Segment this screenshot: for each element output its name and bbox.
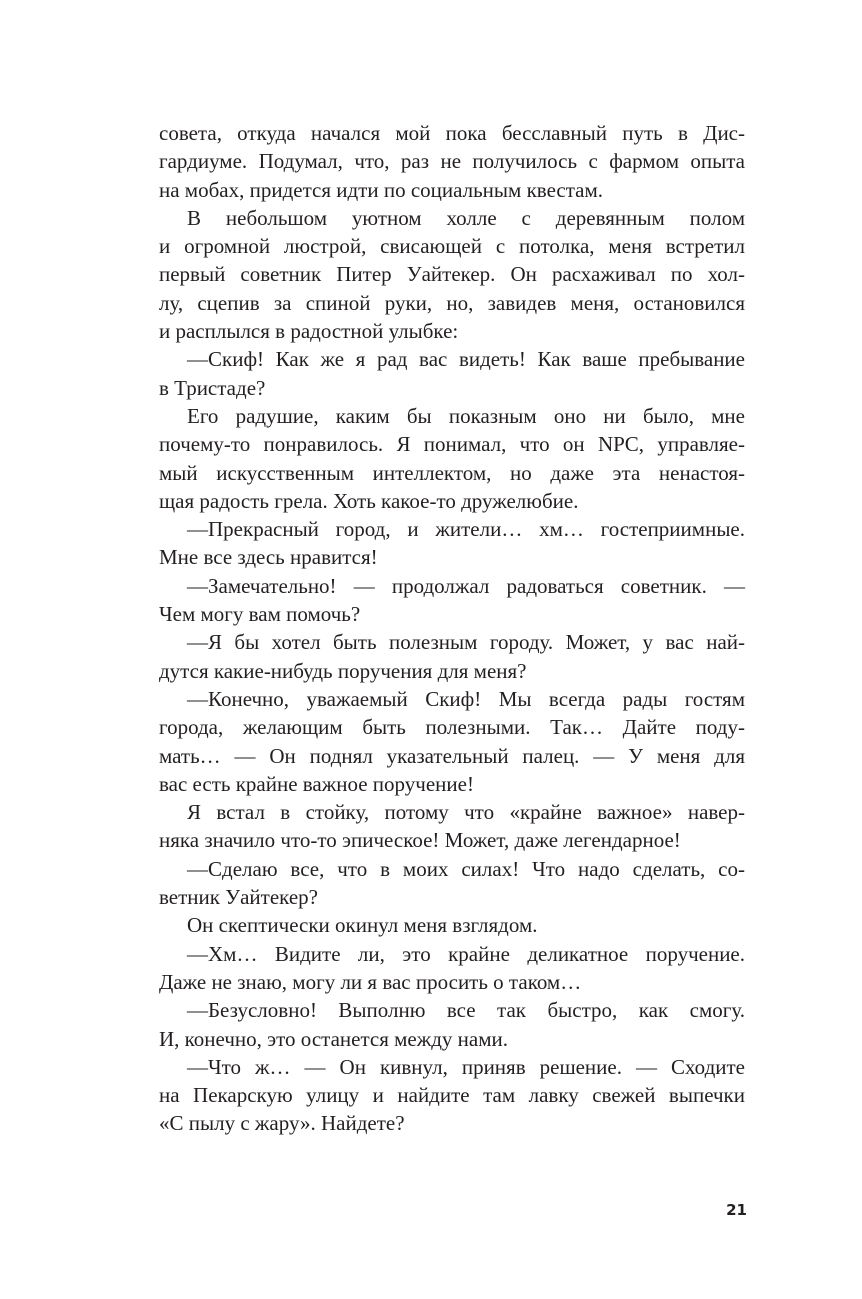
text-line: мать… — Он поднял указательный палец. — У меня для <box>159 743 745 768</box>
text-line: Мне все здесь нравится! <box>159 545 378 570</box>
paragraph <box>159 996 745 1053</box>
text-line: —Прекрасный город, и жители… хм… гостеприимные. <box>187 517 745 542</box>
text-line: Он скептически окинул меня взглядом. <box>187 913 538 938</box>
paragraph <box>159 204 745 345</box>
text-line: ветник Уайтекер? <box>159 885 318 910</box>
text-line: И, конечно, это останется между нами. <box>159 1026 509 1051</box>
paragraph <box>159 345 745 402</box>
text-line: В небольшом уютном холле с деревянным полом <box>187 205 745 230</box>
paragraph <box>159 855 745 912</box>
text-line: в Тристаде? <box>159 375 266 400</box>
paragraph <box>159 402 745 515</box>
text-line: Чем могу вам помочь? <box>159 602 361 627</box>
text-line: Его радушие, каким бы показным оно ни было, мне <box>187 403 745 428</box>
text-line: —Хм… Видите ли, это крайне деликатное поручение. <box>187 941 745 966</box>
paragraph <box>159 628 745 685</box>
text-line: —Скиф! Как же я рад вас видеть! Как ваше пребывание <box>187 347 745 372</box>
text-line: «С пылу с жару». Найдете? <box>159 1111 405 1136</box>
text-line: на Пекарскую улицу и найдите там лавку свежей выпечки <box>159 1083 745 1108</box>
text-line: —Сделаю все, что в моих силах! Что надо сделать, со- <box>187 856 745 881</box>
text-line: Даже не знаю, могу ли я вас просить о таком… <box>159 969 582 994</box>
text-line: няка значило что-то эпическое! Может, даже легендарное! <box>159 828 681 853</box>
paragraph <box>159 940 745 997</box>
paragraph <box>159 911 745 939</box>
text-line: дутся какие-нибудь поручения для меня? <box>159 658 527 683</box>
text-line: города, желающим быть полезными. Так… Дайте поду- <box>159 715 745 740</box>
paragraph <box>159 798 745 855</box>
text-line: лу, сцепив за спиной руки, но, завидев меня, остановился <box>159 290 745 315</box>
text-line: —Безусловно! Выполню все так быстро, как смогу. <box>187 998 745 1023</box>
paragraph <box>159 685 745 798</box>
page-number: 21 <box>726 1201 747 1219</box>
text-line: —Я бы хотел быть полезным городу. Может, у вас най- <box>187 630 745 655</box>
text-line: мый искусственным интеллектом, но даже эта ненастоя- <box>159 460 745 485</box>
text-line: вас есть крайне важное поручение! <box>159 771 474 796</box>
text-line: и огромной люстрой, свисающей с потолка, меня встретил <box>159 234 745 259</box>
text-line: гардиуме. Подумал, что, раз не получилось с фармом опыта <box>159 149 745 174</box>
paragraph <box>159 572 745 629</box>
text-line: —Замечательно! — продолжал радоваться советник. — <box>187 573 745 598</box>
text-line: почему-то понравилось. Я понимал, что он NPC, управляе- <box>159 432 745 457</box>
text-line: на мобах, придется идти по социальным квестам. <box>159 177 604 202</box>
text-line: первый советник Питер Уайтекер. Он расхаживал по хол- <box>159 262 745 287</box>
text-line: —Конечно, уважаемый Скиф! Мы всегда рады гостям <box>187 686 745 711</box>
page-body-text <box>159 119 745 1138</box>
text-line: совета, откуда начался мой пока бесславный путь в Дис- <box>159 121 745 145</box>
paragraph <box>159 515 745 572</box>
paragraph <box>159 119 745 204</box>
text-line: и расплылся в радостной улыбке: <box>159 319 459 344</box>
paragraph <box>159 1053 745 1138</box>
text-line: Я встал в стойку, потому что «крайне важное» навер- <box>187 800 745 825</box>
text-line: —Что ж… — Он кивнул, приняв решение. — Сходите <box>187 1054 745 1079</box>
text-line: щая радость грела. Хоть какое-то дружелюбие. <box>159 488 579 513</box>
